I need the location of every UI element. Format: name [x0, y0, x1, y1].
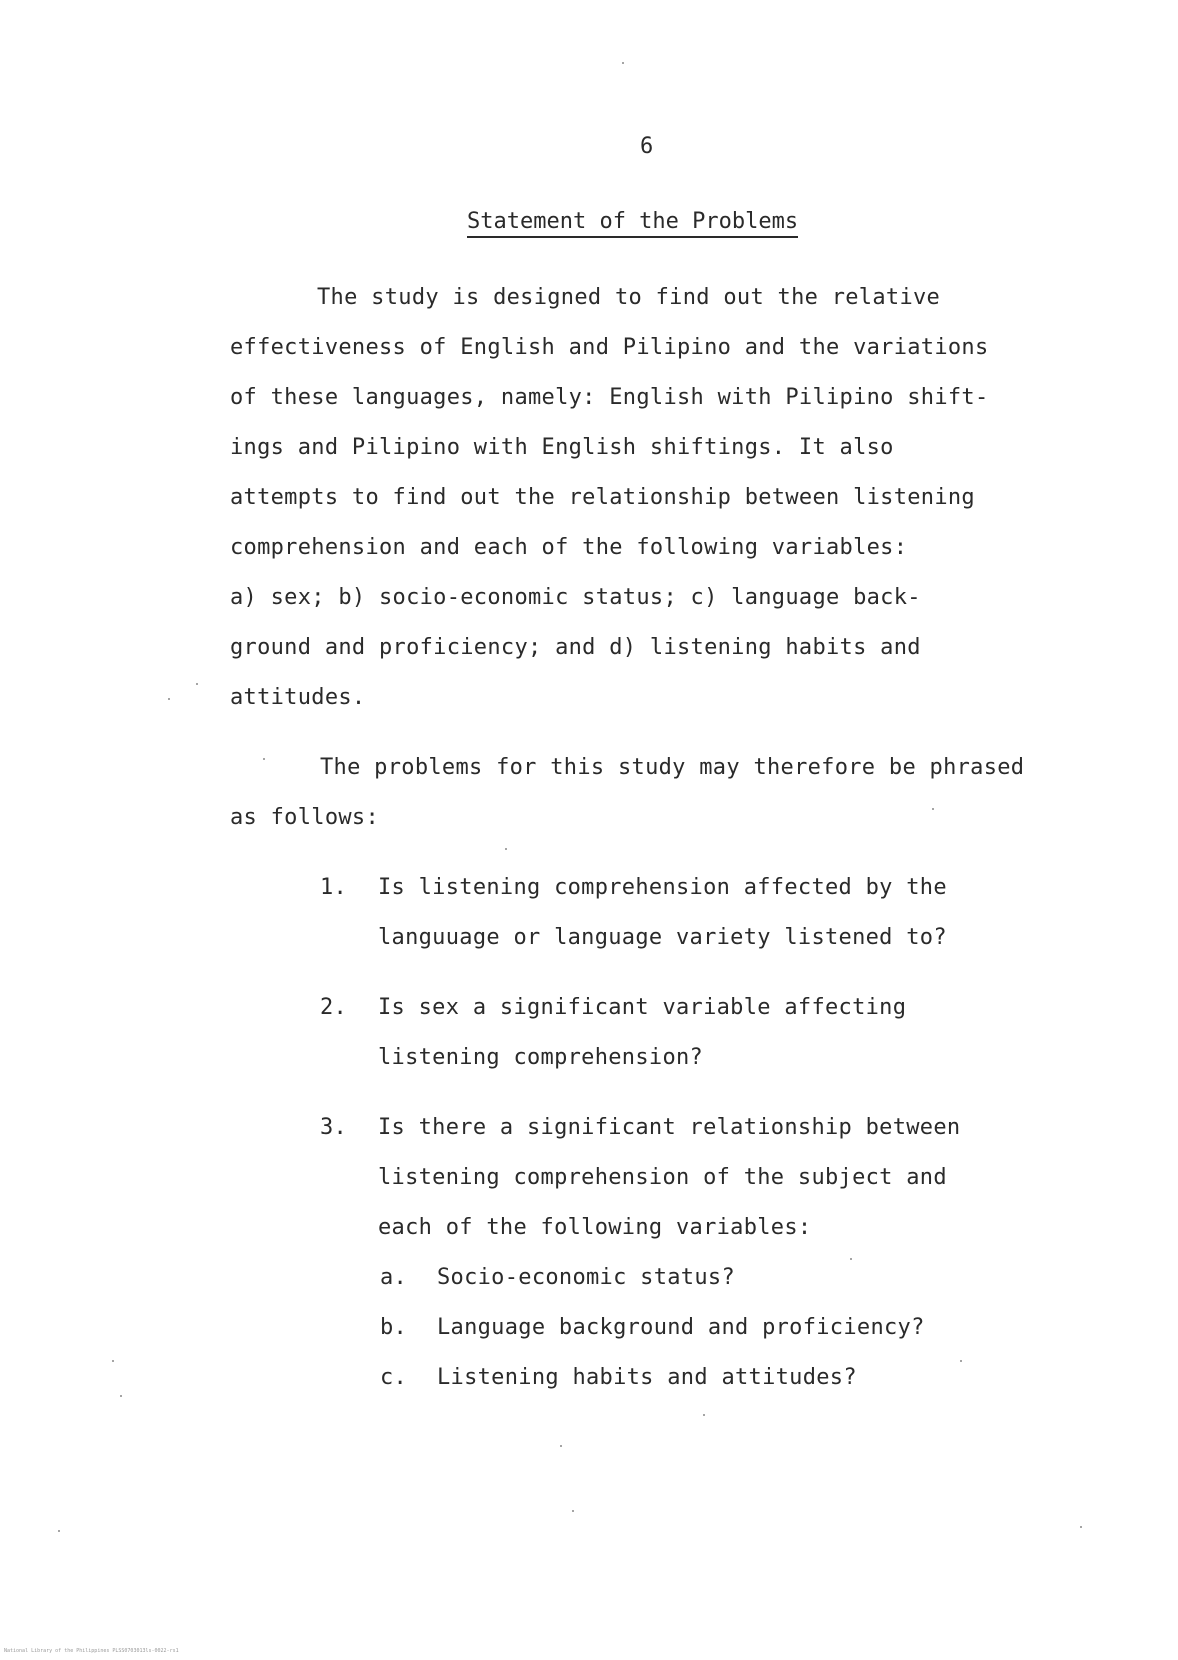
- scan-speck: [58, 1530, 60, 1532]
- scan-speck: [112, 1360, 114, 1362]
- paragraph2-line: The problems for this study may therefore be phrased: [320, 755, 1025, 780]
- problem-number: 1.: [320, 875, 348, 900]
- problem-number: 2.: [320, 995, 348, 1020]
- problem-line: listening comprehension?: [378, 1045, 704, 1070]
- subitem-text: Listening habits and attitudes?: [437, 1365, 857, 1390]
- scan-speck: [622, 62, 624, 64]
- page-number: 6: [640, 134, 654, 159]
- paragraph1-line: The study is designed to find out the relative: [317, 285, 941, 310]
- paragraph1-line: effectiveness of English and Pilipino and the variations: [230, 335, 989, 360]
- paragraph2-line: as follows:: [230, 805, 379, 830]
- problem-line: listening comprehension of the subject and: [378, 1165, 947, 1190]
- scan-footer: National Library of the Philippines PLSS0703013ls-0022-rs1: [4, 1648, 179, 1654]
- subitem-letter: c.: [380, 1365, 408, 1390]
- paragraph1-line: attitudes.: [230, 685, 366, 710]
- scan-speck: [560, 1445, 562, 1447]
- scan-speck: [196, 683, 198, 685]
- problem-number: 3.: [320, 1115, 348, 1140]
- scan-speck: [263, 758, 265, 760]
- paragraph1-line: ground and proficiency; and d) listening habits and: [230, 635, 921, 660]
- problem-line: languuage or language variety listened to?: [378, 925, 947, 950]
- paragraph1-line: comprehension and each of the following variables:: [230, 535, 908, 560]
- scan-speck: [703, 1414, 705, 1416]
- scan-speck: [168, 698, 170, 700]
- section-heading: Statement of the Problems: [467, 209, 798, 238]
- problem-line: each of the following variables:: [378, 1215, 812, 1240]
- subitem-letter: b.: [380, 1315, 408, 1340]
- problem-line: Is there a significant relationship between: [378, 1115, 961, 1140]
- paragraph1-line: ings and Pilipino with English shiftings. It also: [230, 435, 894, 460]
- problem-line: Is listening comprehension affected by the: [378, 875, 947, 900]
- subitem-text: Socio-economic status?: [437, 1265, 735, 1290]
- scan-speck: [120, 1395, 122, 1397]
- scan-speck: [1080, 1526, 1082, 1528]
- paragraph1-line: attempts to find out the relationship between listening: [230, 485, 975, 510]
- problem-line: Is sex a significant variable affecting: [378, 995, 907, 1020]
- subitem-letter: a.: [380, 1265, 408, 1290]
- scan-speck: [960, 1360, 962, 1362]
- scan-speck: [850, 1258, 852, 1260]
- scan-speck: [505, 848, 507, 850]
- paragraph1-line: of these languages, namely: English with Pilipino shift-: [230, 385, 989, 410]
- paragraph1-line: a) sex; b) socio-economic status; c) language back-: [230, 585, 921, 610]
- scan-speck: [572, 1510, 574, 1512]
- scan-speck: [932, 808, 934, 810]
- subitem-text: Language background and proficiency?: [437, 1315, 925, 1340]
